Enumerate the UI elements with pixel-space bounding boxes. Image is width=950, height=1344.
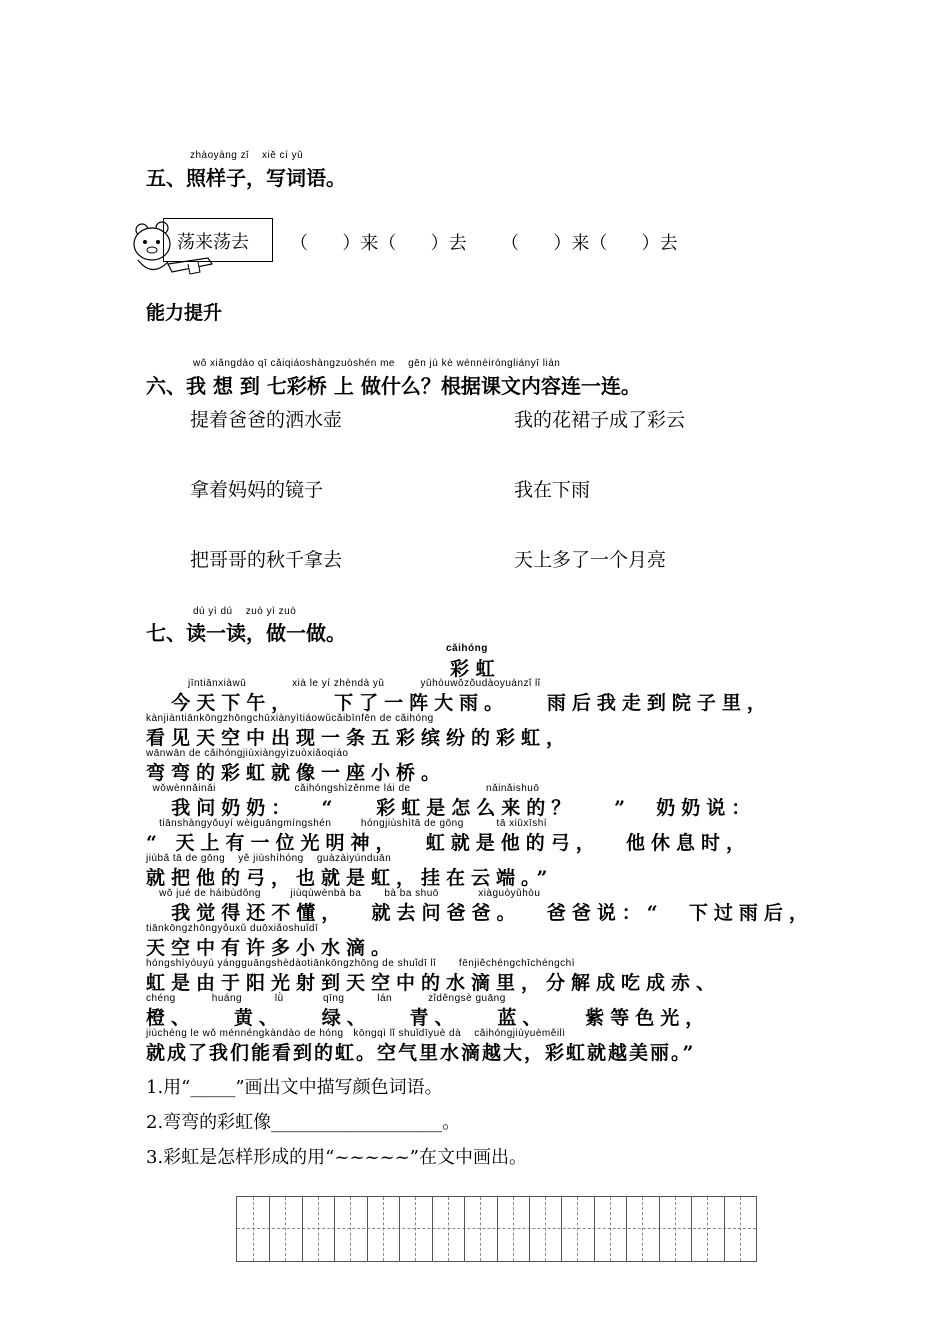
match-right-item[interactable]: 天上多了一个月亮 — [514, 549, 667, 571]
grid-cell-divider — [399, 1197, 400, 1261]
grid-cell-midline — [383, 1197, 384, 1261]
grid-cell-midline — [415, 1197, 416, 1261]
story-line-text: 我觉得还不懂， 就去问爸爸。 爸爸说：“ 下过雨后， — [146, 902, 814, 924]
grid-cell-divider — [594, 1197, 595, 1261]
story-line-text: 虹是由于阳光射到天空中的水滴里，分解成吃成赤、 — [146, 972, 722, 994]
match-right-item[interactable]: 我的花裙子成了彩云 — [514, 409, 686, 431]
grid-cell-divider — [691, 1197, 692, 1261]
story-line-pinyin: kànjiàntiānkōngzhōngchūxiànyìtiáowǔcǎibīnfēn de cǎihóng — [146, 713, 434, 724]
story-line-pinyin: tiānkōngzhōngyǒuxǔ duōxiǎoshuǐdī — [146, 923, 319, 934]
story-line-pinyin: jiùbǎ tā de gōng yě jiùshìhóng guàzàiyúnduān — [146, 853, 392, 864]
grid-cell-divider — [497, 1197, 498, 1261]
story-line-pinyin: wānwān de cǎihóngjiùxiàngyìzuòxiǎoqiáo — [146, 748, 349, 759]
story-line-pinyin: wǒwènnǎinǎi cǎihóngshìzěnme lái de nǎinǎishuō — [146, 783, 540, 794]
grid-cell-midline — [448, 1197, 449, 1261]
story-title-pinyin: cǎihóng — [446, 643, 488, 654]
story-line-text: 今天下午， 下了一阵大雨。 雨后我走到院子里， — [146, 692, 772, 714]
section5-pinyin: zhàoyàng zǐ xiě cí yǔ — [190, 150, 304, 161]
story-line-text: 我问奶奶： “ 彩虹是怎么来的？ ” 奶奶说： — [146, 797, 757, 819]
story-line-text: 天空中有许多小水滴。 — [146, 937, 397, 959]
grid-cell-divider — [724, 1197, 725, 1261]
story-line-pinyin: hóngshìyóuyú yángguāngshèdàotiānkōngzhōng de shuǐdī lǐ fēnjiěchéngchīchéngchì — [146, 958, 576, 969]
question-1[interactable]: 1.用“_____”画出文中描写颜色词语。 — [146, 1077, 443, 1098]
grid-cell-midline — [545, 1197, 546, 1261]
section6-title: 六、我 想 到 七彩桥 上 做什么？根据课文内容连一连。 — [146, 374, 641, 398]
grid-cell-divider — [561, 1197, 562, 1261]
grid-cell-divider — [432, 1197, 433, 1261]
story-line-text: 弯弯的彩虹就像一座小桥。 — [146, 762, 447, 784]
grid-cell-midline — [253, 1197, 254, 1261]
section7-title: 七、读一读，做一做。 — [146, 621, 346, 645]
grid-cell-midline — [318, 1197, 319, 1261]
story-line-text: 就成了我们能看到的虹。空气里水滴越大，彩虹就越美丽。” — [146, 1042, 696, 1064]
grid-cell-divider — [529, 1197, 530, 1261]
grid-cell-divider — [302, 1197, 303, 1261]
grid-cell-midline — [675, 1197, 676, 1261]
match-left-item[interactable]: 拿着妈妈的镜子 — [190, 479, 324, 501]
grid-cell-divider — [626, 1197, 627, 1261]
section7-pinyin: dú yì dú zuò yì zuò — [193, 606, 297, 617]
story-line-pinyin: jiùchéng le wǒ ménnéngkàndào de hóng kōngqì lǐ shuǐdīyuè dà cǎihóngjiùyuèměilì — [146, 1028, 566, 1039]
grid-cell-midline — [707, 1197, 708, 1261]
grid-cell-divider — [334, 1197, 335, 1261]
grid-cell-midline — [740, 1197, 741, 1261]
grid-cell-divider — [659, 1197, 660, 1261]
grid-cell-midline — [610, 1197, 611, 1261]
grid-cell-midline — [577, 1197, 578, 1261]
grid-cell-midline — [513, 1197, 514, 1261]
match-left-item[interactable]: 提着爸爸的洒水壶 — [190, 409, 343, 431]
grid-cell-midline — [642, 1197, 643, 1261]
question-2[interactable]: 2.弯弯的彩虹像___________________。 — [146, 1112, 461, 1133]
story-line-text: 看见天空中出现一条五彩缤纷的彩虹， — [146, 727, 572, 749]
grid-cell-midline — [480, 1197, 481, 1261]
grid-cell-divider — [269, 1197, 270, 1261]
question-3[interactable]: 3.彩虹是怎样形成的用“~~~~~”在文中画出。 — [146, 1147, 527, 1168]
ability-title: 能力提升 — [146, 302, 223, 324]
grid-cell-midline — [350, 1197, 351, 1261]
example-word: 荡来荡去 — [177, 232, 249, 253]
grid-cell-divider — [367, 1197, 368, 1261]
story-line-text: “ 天上有一位光明神， 虹就是他的弓， 他休息时， — [146, 832, 752, 854]
section6-pinyin: wǒ xiǎngdào qī cǎiqiáoshàngzuòshén me gēn jù kè wénnèiróngliányī lián — [193, 358, 561, 369]
story-line-pinyin: wǒ jué de háibùdǒng jiùqùwènbà ba bà ba shuō xiàguòyǔhòu — [146, 888, 541, 899]
match-left-item[interactable]: 把哥哥的秋千拿去 — [190, 549, 343, 571]
story-line-pinyin: jīntiānxiàwǔ xià le yí zhèndà yǔ yǔhòuwǒzǒudàoyuànzǐ lǐ — [188, 678, 541, 689]
story-title: 彩 虹 — [450, 658, 495, 680]
answer-blanks[interactable]: （ ）来（ ）去 （ ）来（ ）去 — [290, 233, 678, 254]
writing-grid[interactable] — [236, 1196, 757, 1262]
section5-title: 五、照样子，写词语。 — [146, 166, 346, 190]
story-line-text: 橙、 黄、 绿、 青、 蓝、 紫等色光， — [146, 1007, 711, 1029]
grid-cell-midline — [285, 1197, 286, 1261]
story-line-text: 就把他的弓，也就是虹，挂在云端。” — [146, 867, 554, 889]
match-right-item[interactable]: 我在下雨 — [514, 479, 591, 501]
story-line-pinyin: tiānshàngyǒuyí wèiguāngmíngshén hóngjiùshìtā de gōng tā xiūxīshí — [146, 818, 548, 829]
story-line-pinyin: chéng huáng lǜ qīng lán zǐděngsè guāng — [146, 993, 506, 1004]
grid-cell-divider — [464, 1197, 465, 1261]
